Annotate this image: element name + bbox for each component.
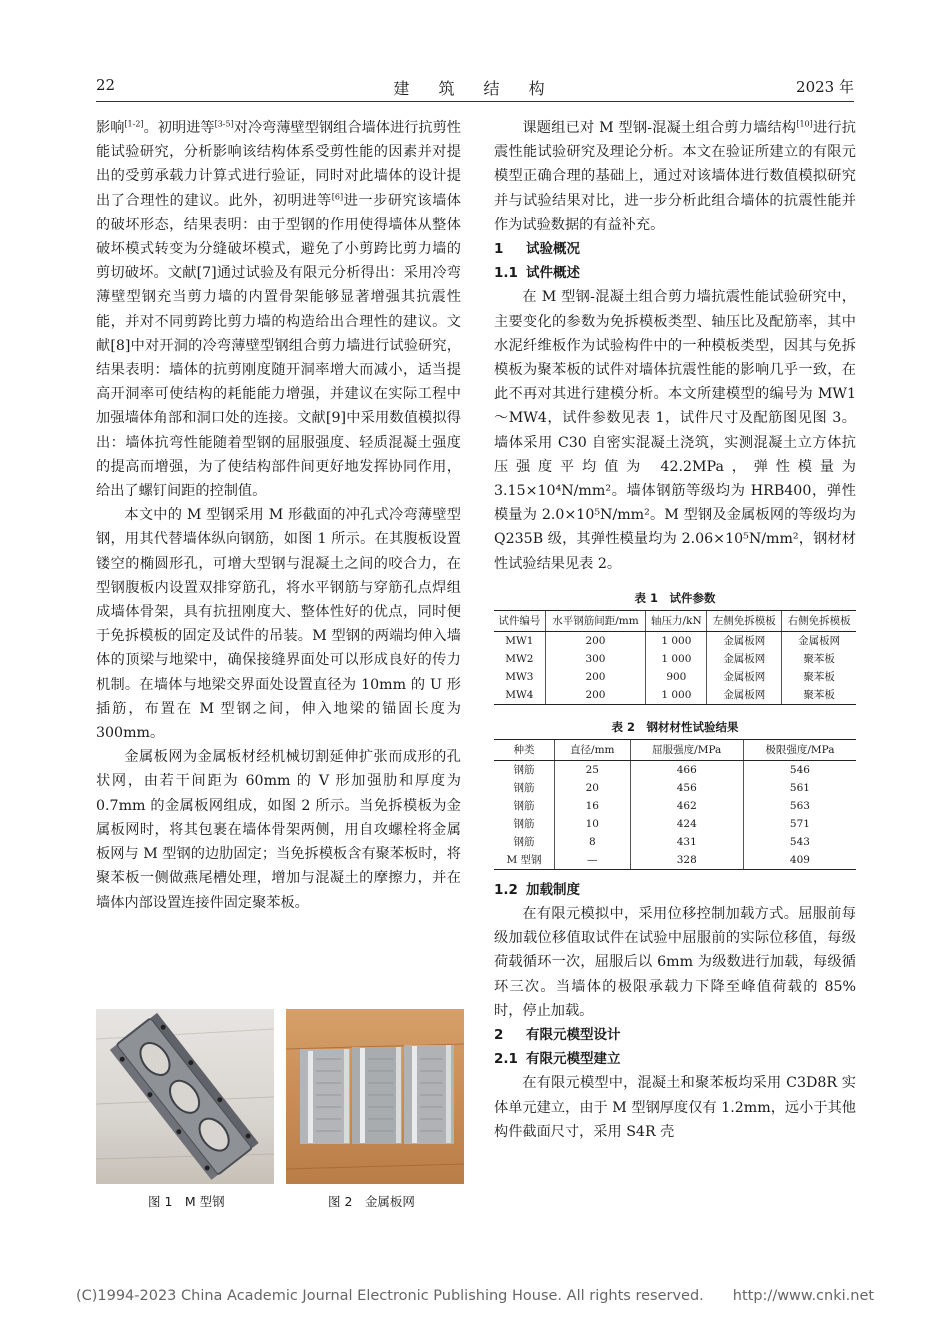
table-2-cell: 钢筋 — [513, 763, 535, 776]
table-1-cell: 200 — [545, 686, 646, 705]
table-2-cell: 409 — [743, 851, 856, 870]
section-heading: 1 试验概况 — [494, 241, 580, 258]
table-2-cell: 561 — [743, 779, 856, 797]
table-1-row — [494, 668, 856, 686]
table-2-row — [494, 779, 856, 797]
table-2-caption: 表 2 钢材材性试验结果 — [611, 719, 739, 734]
table-1-cell: 金属板网 — [707, 686, 782, 705]
subsection-heading: 1.2 加载制度 — [494, 881, 580, 898]
table-1-cell: 金属板网 — [707, 631, 782, 650]
table-1-header-cell: 轴压力/kN — [646, 610, 707, 631]
table-1-cell: 200 — [545, 631, 646, 650]
table-2-cell: 20 — [555, 779, 631, 797]
section-heading: 2 有限元模型设计 — [494, 1027, 621, 1044]
table-2-cell: 431 — [630, 833, 743, 851]
table-1-cell: 聚苯板 — [782, 686, 856, 705]
m-steel-photo — [96, 1009, 274, 1184]
table-2-cell: 8 — [555, 833, 631, 851]
table-2-row — [494, 815, 856, 833]
table-1-header-cell: 右侧免拆模板 — [782, 610, 856, 631]
table-1-row — [494, 686, 856, 705]
table-2-cell: M 型钢 — [494, 851, 555, 870]
table-2-cell: 钢筋 — [513, 799, 535, 812]
table-1-cell: 1 000 — [646, 686, 707, 705]
table-1-cell: 金属板网 — [782, 631, 856, 650]
table-2-header-cell: 极限强度/MPa — [743, 739, 856, 760]
table-2-cell: 546 — [743, 760, 856, 779]
table-2-row — [494, 797, 856, 815]
table-1 — [494, 610, 856, 705]
metal-mesh-photo — [286, 1009, 464, 1184]
table-2-cell: 10 — [555, 815, 631, 833]
table-2-row — [494, 833, 856, 851]
table-2-cell: 钢筋 — [513, 781, 535, 794]
table-1-cell: 聚苯板 — [782, 668, 856, 686]
table-1-cell: 1 000 — [646, 631, 707, 650]
table-1-cell: 200 — [545, 668, 646, 686]
body-paragraph: 在有限元模型中，混凝土和聚苯板均采用 C3D8R 实体单元建立，由于 M 型钢厚度仅有 1.2mm，远小于其他构件截面尺寸，采用 S4R 壳 — [494, 1075, 856, 1140]
table-2-cell: 钢筋 — [513, 835, 535, 848]
table-2-cell: 543 — [743, 833, 856, 851]
table-1-header-cell: 水平钢筋间距/mm — [545, 610, 646, 631]
table-2-cell: 456 — [630, 779, 743, 797]
page-header — [96, 76, 854, 98]
header-rule — [96, 101, 854, 102]
table-1-cell: 聚苯板 — [782, 650, 856, 668]
table-1-cell: 1 000 — [646, 650, 707, 668]
table-2-header-cell: 屈服强度/MPa — [630, 739, 743, 760]
body-paragraph: 影响[1-2]。初明进等[3-5]对冷弯薄壁型钢组合墙体进行抗剪性能试验研究，分析影响该结构体系受剪性能的因素并对提出的受剪承载力计算式进行验证，同时对此墙体的设计提出了合理性的建议。此外，初明进等[6]进一步研究该墙体的破坏形态，结果表明：由于型钢的作用使得墙体从整体破坏模式转变为分缝破坏模式，避免了小剪跨比剪力墙的剪切破坏。文献[7]通过试验及有限元分析得出：采用冷弯薄壁型钢充当剪力墙的内置骨架能够显著增强其抗震性能，并对不同剪跨比剪力墙的构造给出合理性的建议。文献[8]中对开洞的冷弯薄壁型钢组合剪力墙进行试验研究，结果表明：墙体的抗剪刚度随开洞率增大而减小，适当提高开洞率可使结构的耗能能力增强，并建议在实际工程中加强墙体角部和洞口处的连接。文献[9]中采用数值模拟得出：墙体抗弯性能随着型钢的屈服强度、轻质混凝土强度的提高而增强，为了使结构部件间更好地发挥协同作用，给出了螺钉间距的控制值。 — [96, 119, 461, 500]
figure-2-caption: 图 2 金属板网 — [328, 1194, 415, 1209]
body-paragraph: 本文中的 M 型钢采用 M 形截面的冲孔式冷弯薄壁型钢，用其代替墙体纵向钢筋，如图 1 所示。在其腹板设置镂空的椭圆形孔，可增大型钢与混凝土之间的咬合力，在型钢腹板内设置双排穿筋孔，将水平钢筋与穿筋孔点焊组成墙体骨架，具有抗扭刚度大、整体性好的优点，同时便于免拆模板的固定及试件的吊装。M 型钢的两端均伸入墙体的顶梁与地梁中，确保接缝界面处可以形成良好的传力机制。在墙体与地梁交界面处设置直径为 10mm 的 U 形插筋，布置在 M 型钢之间，伸入地梁的锚固长度为 300mm。 — [96, 507, 461, 742]
subsection-heading: 1.1 试件概述 — [494, 265, 580, 282]
table-1-cell: 金属板网 — [707, 668, 782, 686]
table-1-cell: 300 — [545, 650, 646, 668]
figure-row — [96, 1009, 466, 1129]
table-2-cell: 563 — [743, 797, 856, 815]
table-1-cell: 900 — [646, 668, 707, 686]
figure-1-caption: 图 1 M 型钢 — [148, 1194, 225, 1209]
table-2-cell: 424 — [630, 815, 743, 833]
left-column — [96, 116, 461, 915]
table-1-cell: 金属板网 — [707, 650, 782, 668]
table-2 — [494, 739, 856, 870]
table-2-cell: 25 — [555, 760, 631, 779]
table-2-cell: 钢筋 — [513, 817, 535, 830]
table-1-cell: MW3 — [505, 670, 534, 683]
table-1-cell: MW4 — [494, 686, 545, 705]
table-2-cell: 16 — [555, 797, 631, 815]
table-1-row — [494, 631, 856, 650]
table-2-cell: 571 — [743, 815, 856, 833]
body-paragraph: 金属板网为金属板材经机械切割延伸扩张而成形的孔状网，由若干间距为 60mm 的 V 形加强肋和厚度为 0.7mm 的金属板网组成，如图 2 所示。当免拆模板为金属板网时，将其包裹在墙体骨架两侧，用自攻螺栓将金属板网与 M 型钢的边肋固定；当免拆模板含有聚苯板时，将聚苯板一侧做燕尾槽处理，增加与混凝土的摩擦力，并在墙体内部设置连接件固定聚苯板。 — [96, 749, 461, 911]
journal-title: 建 筑 结 构 — [393, 79, 557, 98]
table-1-cell: MW1 — [505, 634, 534, 647]
table-1-caption: 表 1 试件参数 — [634, 590, 716, 605]
journal-year: 2023 年 — [796, 78, 854, 96]
table-2-header-cell: 种类 — [494, 739, 555, 760]
right-column — [494, 116, 856, 1144]
table-1-header-cell: 左侧免拆模板 — [707, 610, 782, 631]
table-2-cell: 466 — [630, 760, 743, 779]
table-1-cell: MW2 — [505, 652, 534, 665]
table-2-row — [494, 760, 856, 779]
table-2-cell: — — [555, 851, 631, 870]
table-2-header-cell: 直径/mm — [555, 739, 631, 760]
table-2-cell: 328 — [630, 851, 743, 870]
body-paragraph: 在有限元模拟中，采用位移控制加载方式。屈服前每级加载位移值取试件在试验中屈服前的实际位移值，每级荷载循环一次，屈服后以 6mm 为级数进行加载，每级循环三次。当墙体的极限承载力下降至峰值荷载的 85%时，停止加载。 — [494, 906, 856, 1019]
table-1-header-cell: 试件编号 — [494, 610, 545, 631]
page-number: 22 — [96, 76, 116, 94]
table-1-row — [494, 650, 856, 668]
body-paragraph: 课题组已对 M 型钢-混凝土组合剪力墙结构[10]进行抗震性能试验研究及理论分析。本文在验证所建立的有限元模型正确合理的基础上，通过对该墙体进行数值模拟研究并与试验结果对比，进一步分析此组合墙体的抗震性能并作为试验数据的有益补充。 — [494, 119, 856, 233]
subsection-heading: 2.1 有限元模型建立 — [494, 1051, 621, 1068]
table-2-cell: 462 — [630, 797, 743, 815]
copyright-footer: (C)1994-2023 China Academic Journal Electronic Publishing House. All rights reserved. http://www.cnki.net — [75, 1288, 875, 1304]
body-paragraph: 在 M 型钢-混凝土组合剪力墙抗震性能试验研究中，主要变化的参数为免拆模板类型、轴压比及配筋率，其中水泥纤维板作为试验构件中的一种模板类型，因其与免拆模板为聚苯板的试件对墙体抗震性能的影响几乎一致，在此不再对其进行建模分析。本文所建模型的编号为 MW1～MW4，试件参数见表 1，试件尺寸及配筋图见图 3。墙体采用 C30 自密实混凝土浇筑，实测混凝土立方体抗压强度平均值为 42.2MPa，弹性模量为 3.15×10⁴N/mm²。墙体钢筋等级均为 HRB400，弹性模量为 2.0×10⁵N/mm²。M 型钢及金属板网的等级均为 Q235B 级，其弹性模量均为 2.06×10⁵N/mm²，钢材材性试验结果见表 2。 — [494, 289, 856, 572]
table-2-row — [494, 851, 856, 870]
